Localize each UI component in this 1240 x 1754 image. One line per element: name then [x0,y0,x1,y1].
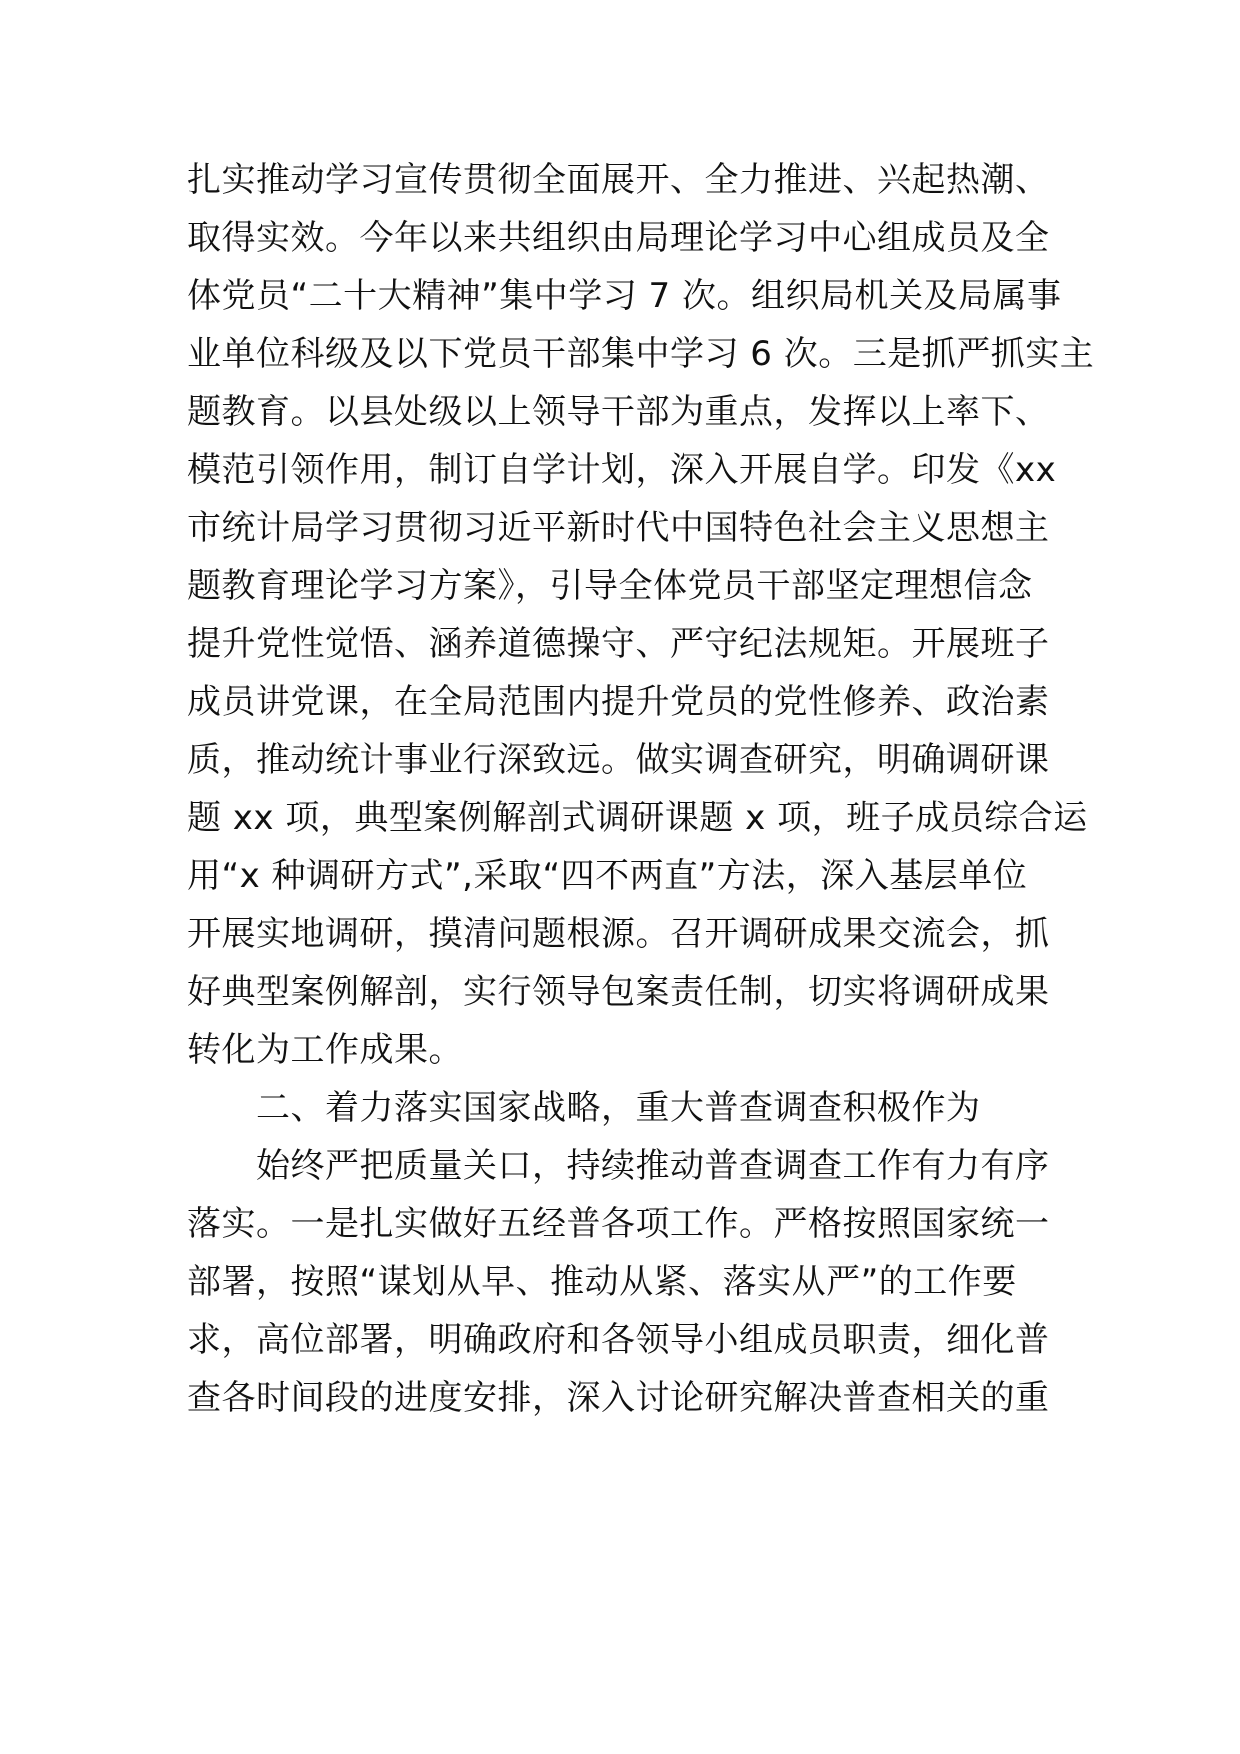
text-line: 好典型案例解剖，实行领导包案责任制，切实将调研成果 [187,972,1050,1012]
text-line: 市统计局学习贯彻习近平新时代中国特色社会主义思想主 [187,508,1050,548]
text-line: 部署，按照“谋划从早、推动从紧、落实从严”的工作要 [187,1262,1017,1302]
text-line: 质，推动统计事业行深致远。做实调查研究，明确调研课 [187,740,1050,780]
text-line: 求，高位部署，明确政府和各领导小组成员职责，细化普 [187,1320,1050,1360]
text-line: 查各时间段的进度安排，深入讨论研究解决普查相关的重 [187,1378,1050,1418]
text-line: 题教育。以县处级以上领导干部为重点，发挥以上率下、 [187,392,1050,432]
text-line: 题教育理论学习方案》，引导全体党员干部坚定理想信念 [187,566,1033,606]
text-line: 扎实推动学习宣传贯彻全面展开、全力推进、兴起热潮、 [187,160,1050,200]
text-line: 用“x 种调研方式”,采取“四不两直”方法，深入基层单位 [187,856,1028,896]
text-line: 体党员“二十大精神”集中学习 7 次。组织局机关及局属事 [187,276,1062,316]
text-line: 业单位科级及以下党员干部集中学习 6 次。三是抓严抓实主 [187,334,1095,374]
text-line: 提升党性觉悟、涵养道德操守、严守纪法规矩。开展班子 [187,624,1050,664]
text-line: 转化为工作成果。 [187,1030,463,1070]
text-line: 题 xx 项，典型案例解剖式调研课题 x 项，班子成员综合运 [187,798,1088,838]
paragraph-first-line: 始终严把质量关口，持续推动普查调查工作有力有序 [256,1146,1050,1186]
section-heading: 二、着力落实国家战略，重大普查调查积极作为 [256,1088,981,1128]
text-line: 取得实效。今年以来共组织由局理论学习中心组成员及全 [187,218,1050,258]
text-line: 开展实地调研，摸清问题根源。召开调研成果交流会，抓 [187,914,1050,954]
text-line: 成员讲党课，在全局范围内提升党员的党性修养、政治素 [187,682,1050,722]
text-line: 模范引领作用，制订自学计划，深入开展自学。印发《xx [187,450,1057,490]
text-line: 落实。一是扎实做好五经普各项工作。严格按照国家统一 [187,1204,1050,1244]
